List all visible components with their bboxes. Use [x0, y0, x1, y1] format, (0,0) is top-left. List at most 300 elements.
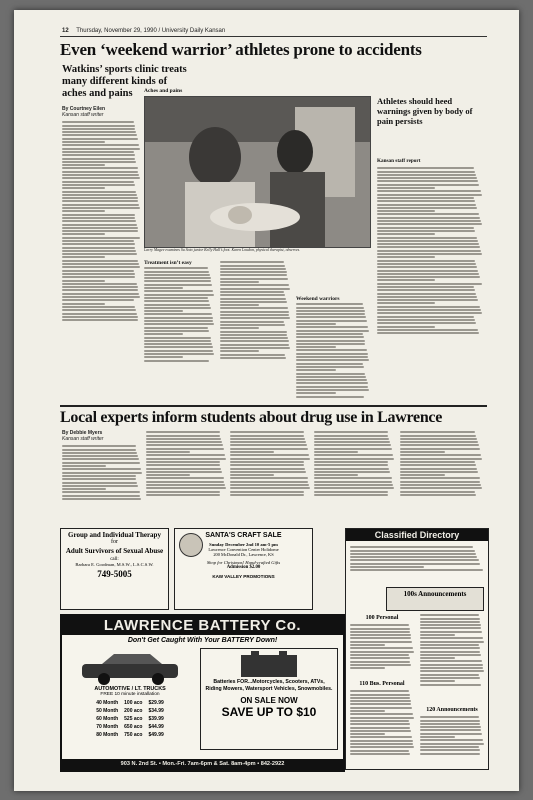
text-line — [377, 293, 476, 295]
text-line — [230, 435, 304, 437]
text-line — [62, 485, 138, 487]
text-line — [420, 720, 480, 722]
text-line — [400, 435, 476, 437]
text-line — [62, 174, 139, 176]
text-line — [62, 286, 138, 288]
byline-title: Kansan staff writer — [62, 436, 104, 442]
text-line — [230, 458, 310, 460]
text-line — [144, 280, 211, 282]
text-line — [146, 448, 224, 450]
text-line — [230, 471, 306, 473]
text-line — [62, 458, 139, 460]
text-line — [377, 197, 474, 199]
text-line — [62, 214, 135, 216]
text-line — [144, 330, 209, 332]
text-line — [220, 331, 287, 333]
text-line — [420, 624, 481, 626]
text-line — [377, 263, 476, 265]
text-line — [62, 240, 134, 242]
text-line — [350, 700, 411, 702]
text-line — [220, 321, 284, 323]
craft-sale-ad — [174, 528, 313, 610]
text-line — [62, 270, 134, 272]
announcements-120-head: 120 Announcements — [426, 707, 478, 713]
section-rule — [60, 405, 487, 407]
text-line — [314, 477, 392, 479]
text-line — [230, 474, 274, 476]
text-line — [377, 220, 481, 222]
text-line — [296, 349, 367, 351]
text-line — [220, 288, 290, 290]
text-line — [144, 327, 208, 329]
story1-column-1 — [62, 120, 140, 402]
text-line — [377, 279, 435, 281]
text-line — [350, 657, 410, 659]
craft-sale-sponsor: KAW VALLEY PROMOTIONS — [212, 574, 275, 579]
text-line — [220, 304, 259, 306]
header-rule — [60, 36, 487, 37]
price-cell: $29.99 — [148, 700, 164, 706]
text-line — [350, 703, 411, 705]
price-row — [93, 723, 167, 731]
text-line — [62, 260, 138, 262]
text-line — [400, 444, 479, 446]
text-line — [62, 141, 105, 143]
text-line — [144, 300, 209, 302]
text-line — [62, 283, 137, 285]
text-line — [62, 194, 137, 196]
text-line — [377, 240, 478, 242]
story1-column-3 — [220, 260, 290, 402]
text-line — [420, 621, 480, 623]
text-line — [420, 660, 482, 662]
text-line — [420, 716, 479, 718]
text-line — [144, 317, 213, 319]
text-line — [220, 337, 288, 339]
text-line — [400, 458, 482, 460]
text-line — [296, 363, 363, 365]
battery-icon — [201, 649, 337, 679]
text-line — [314, 491, 388, 493]
text-line — [62, 131, 136, 133]
text-line — [220, 301, 287, 303]
text-line — [350, 733, 385, 735]
text-line — [144, 297, 208, 299]
text-line — [220, 334, 287, 336]
price-cell: $49.99 — [148, 732, 164, 738]
text-line — [62, 197, 138, 199]
text-line — [144, 313, 212, 315]
text-line — [296, 313, 365, 315]
text-line — [350, 631, 410, 633]
story2-column-5 — [400, 430, 482, 524]
text-line — [350, 556, 477, 558]
text-line — [62, 138, 138, 140]
text-line — [146, 435, 220, 437]
text-line — [314, 438, 389, 440]
text-line — [62, 148, 140, 150]
text-line — [350, 637, 411, 639]
text-line — [62, 207, 140, 209]
text-line — [377, 329, 478, 331]
text-line — [146, 431, 220, 433]
text-line — [62, 256, 105, 258]
text-line — [350, 717, 414, 719]
text-line — [62, 224, 137, 226]
text-line — [420, 723, 480, 725]
text-line — [400, 494, 476, 496]
text-line — [420, 654, 481, 656]
text-line — [314, 464, 388, 466]
text-line — [62, 475, 136, 477]
classified-title: Classified Directory — [346, 529, 488, 541]
text-line — [400, 468, 477, 470]
text-line — [296, 340, 365, 342]
text-line — [377, 204, 476, 206]
price-cell: 80 Month — [96, 732, 119, 738]
text-line — [420, 637, 483, 639]
text-line — [62, 263, 139, 265]
text-line — [62, 299, 134, 301]
text-line — [377, 207, 477, 209]
text-line — [350, 667, 385, 669]
craft-sale-title: SANTA'S CRAFT SALE — [205, 532, 282, 539]
craft-sale-tagline: Shop for Christmas! Hand-crafted Gifts — [206, 560, 281, 565]
text-line — [350, 690, 409, 692]
price-cell: $34.99 — [148, 708, 164, 714]
price-cell: 650 aco — [124, 724, 143, 730]
price-row — [93, 715, 167, 723]
text-line — [420, 726, 481, 728]
text-line — [62, 167, 138, 169]
text-line — [144, 287, 183, 289]
story2-column-2 — [146, 430, 226, 524]
text-line — [62, 128, 135, 130]
text-line — [220, 327, 259, 329]
classified-lines-col1b — [350, 689, 414, 756]
text-line — [230, 438, 305, 440]
text-line — [62, 306, 135, 308]
text-line — [314, 494, 388, 496]
text-line — [62, 247, 135, 249]
text-line — [220, 281, 259, 283]
text-line — [62, 230, 138, 232]
text-line — [314, 474, 358, 476]
announcements-label: 100s Announcements — [403, 590, 467, 598]
craft-sale-date: Sunday December 2nd 10 am-5 pm — [209, 542, 278, 547]
sidebar-column — [377, 166, 482, 402]
text-line — [377, 200, 475, 202]
battery-ad — [60, 614, 345, 772]
text-line — [144, 304, 210, 306]
text-line — [62, 498, 141, 500]
battery-address: 903 N. 2nd St. • Mon.-Fri. 7am-6pm & Sat. 8am-4pm • 842-2922 — [62, 759, 343, 770]
text-line — [62, 491, 140, 493]
text-line — [230, 448, 308, 450]
photo-image — [145, 97, 370, 247]
text-line — [230, 477, 308, 479]
story1-subhead: Watkins’ sports clinic treats many different kinds of aches and pains — [62, 64, 187, 99]
text-line — [62, 204, 139, 206]
text-line — [314, 471, 390, 473]
text-line — [220, 340, 289, 342]
text-line — [350, 707, 412, 709]
text-line — [400, 438, 477, 440]
text-line — [144, 340, 211, 342]
text-line — [220, 268, 286, 270]
text-line — [400, 474, 445, 476]
text-line — [144, 290, 213, 292]
text-line — [314, 441, 390, 443]
personal-head: 100 Personal — [365, 615, 399, 621]
text-line — [220, 311, 289, 313]
text-line — [377, 233, 435, 235]
text-line — [377, 227, 474, 229]
text-line — [62, 452, 137, 454]
text-line — [400, 461, 475, 463]
text-line — [230, 431, 304, 433]
announcements-banner — [386, 587, 484, 611]
text-line — [296, 359, 369, 361]
text-line — [377, 256, 435, 258]
text-line — [377, 312, 482, 314]
text-line — [377, 243, 479, 245]
text-line — [230, 484, 309, 486]
text-line — [146, 471, 222, 473]
text-line — [144, 346, 213, 348]
text-line — [230, 444, 307, 446]
text-line — [420, 677, 480, 679]
price-row — [93, 707, 167, 715]
story1-headline: Even ‘weekend warrior’ athletes prone to accidents — [60, 40, 422, 59]
text-line — [420, 641, 484, 643]
price-cell: 70 Month — [96, 724, 119, 730]
text-line — [62, 233, 105, 235]
auto-sub: FREE 10 minute installation — [100, 692, 160, 697]
text-line — [146, 487, 226, 489]
text-line — [350, 644, 385, 646]
text-line — [400, 431, 475, 433]
text-line — [296, 379, 367, 381]
text-line — [62, 184, 135, 186]
text-line — [377, 260, 475, 262]
text-line — [220, 291, 284, 293]
text-line — [314, 468, 389, 470]
text-line — [314, 444, 391, 446]
text-line — [400, 441, 478, 443]
text-line — [62, 217, 135, 219]
text-line — [420, 743, 484, 745]
athlete-photo — [144, 96, 371, 248]
price-cell: 750 aco — [124, 732, 143, 738]
sidebar-head: Kansan staff report — [377, 158, 421, 164]
text-line — [296, 323, 336, 325]
text-line — [377, 270, 478, 272]
text-line — [377, 213, 479, 215]
text-line — [220, 357, 286, 359]
text-line — [144, 343, 212, 345]
text-line — [314, 458, 394, 460]
text-line — [377, 286, 474, 288]
text-line — [62, 445, 136, 447]
text-line — [62, 151, 134, 153]
text-line — [350, 753, 410, 755]
text-line — [377, 276, 480, 278]
text-line — [62, 482, 137, 484]
text-line — [62, 134, 137, 136]
text-line — [62, 125, 135, 127]
text-line — [377, 319, 475, 321]
text-line — [62, 220, 136, 222]
text-line — [230, 451, 274, 453]
text-line — [350, 628, 410, 630]
text-line — [144, 307, 211, 309]
text-line — [420, 618, 480, 620]
text-line — [144, 356, 183, 358]
therapy-call: call: — [110, 557, 119, 562]
text-line — [377, 322, 476, 324]
text-line — [230, 491, 304, 493]
text-line — [220, 314, 289, 316]
santa-icon — [179, 533, 203, 557]
text-line — [377, 187, 435, 189]
text-line — [350, 641, 412, 643]
text-line — [377, 190, 481, 192]
text-line — [350, 740, 413, 742]
text-line — [62, 488, 106, 490]
text-line — [350, 569, 483, 571]
text-line — [62, 478, 136, 480]
text-line — [420, 674, 479, 676]
text-line — [144, 353, 214, 355]
text-line — [62, 171, 138, 173]
text-line — [350, 566, 424, 568]
text-line — [230, 441, 306, 443]
story1-column-2 — [144, 260, 214, 402]
text-line — [62, 313, 137, 315]
text-line — [144, 320, 213, 322]
photo-caption: Larry Magee examines Su Soto junior Kelly Hall’s foot. Karen Loudon, physical therapist, observes. — [144, 248, 301, 252]
text-line — [296, 343, 365, 345]
text-line — [377, 194, 482, 196]
text-line — [350, 661, 410, 663]
text-line — [220, 265, 285, 267]
text-line — [314, 454, 393, 456]
text-line — [62, 191, 136, 193]
text-line — [377, 283, 482, 285]
text-line — [420, 749, 480, 751]
text-line — [377, 180, 478, 182]
battery-name: LAWRENCE BATTERY Co. — [62, 616, 343, 635]
text-line — [62, 250, 136, 252]
text-line — [400, 491, 475, 493]
text-line — [314, 435, 388, 437]
text-line — [296, 346, 336, 348]
text-line — [350, 727, 410, 729]
text-line — [62, 293, 139, 295]
text-line — [62, 177, 140, 179]
text-line — [350, 546, 473, 548]
text-line — [350, 723, 410, 725]
pull-quote: Athletes should heed warnings given by body of pain persists — [377, 96, 473, 126]
text-line — [230, 468, 305, 470]
text-line — [296, 382, 368, 384]
text-line — [314, 484, 393, 486]
price-table — [93, 699, 167, 739]
text-line — [420, 733, 482, 735]
batteries-for: Batteries FOR...Motorcycles, Scooters, ATVs, Riding Mowers, Watersport Vehicles, Snowmobiles. — [205, 679, 333, 692]
text-line — [146, 451, 190, 453]
date-line: Thursday, November 29, 1990 / University Daily Kansan — [76, 28, 226, 34]
text-line — [420, 667, 483, 669]
text-line — [420, 614, 479, 616]
text-line — [400, 487, 482, 489]
price-cell: 200 aco — [124, 708, 143, 714]
text-line — [377, 326, 435, 328]
text-line — [296, 373, 365, 375]
price-cell: 40 Month — [96, 700, 119, 706]
text-line — [144, 333, 183, 335]
text-line — [62, 465, 106, 467]
therapy-focus: Adult Survivors of Sexual Abuse — [65, 547, 164, 555]
text-line — [220, 324, 285, 326]
craft-sale-address: 200 McDonald Dr., Lawrence, KS — [213, 552, 274, 557]
text-line — [146, 481, 224, 483]
text-line — [62, 280, 105, 282]
text-line — [220, 350, 259, 352]
text-line — [377, 253, 482, 255]
text-line — [350, 553, 476, 555]
text-line — [400, 484, 481, 486]
text-line — [377, 309, 481, 311]
text-line — [314, 451, 358, 453]
text-line — [377, 299, 478, 301]
text-line — [296, 303, 363, 305]
text-line — [146, 494, 220, 496]
newspaper-page — [14, 10, 519, 791]
text-line — [400, 454, 481, 456]
byline-title: Kansan staff writer — [62, 112, 104, 118]
text-line — [296, 310, 365, 312]
section-head-aches: Aches and pains — [144, 88, 183, 94]
text-line — [62, 161, 136, 163]
therapy-name: Barbara E. Goodman, M.S.W., L.S.C.S.W. — [75, 562, 154, 567]
text-line — [350, 664, 411, 666]
price-cell: 525 aco — [124, 716, 143, 722]
text-line — [144, 294, 214, 296]
text-line — [314, 481, 392, 483]
text-line — [220, 271, 287, 273]
text-line — [420, 634, 455, 636]
text-line — [62, 273, 135, 275]
price-cell: $44.99 — [148, 724, 164, 730]
text-line — [146, 441, 222, 443]
text-line — [377, 177, 477, 179]
text-line — [62, 455, 138, 457]
text-line — [377, 174, 476, 176]
text-line — [62, 316, 138, 318]
text-line — [146, 464, 220, 466]
price-cell: 60 Month — [96, 716, 119, 722]
text-line — [220, 354, 285, 356]
text-line — [350, 563, 480, 565]
text-line — [296, 353, 368, 355]
text-line — [146, 461, 220, 463]
text-line — [62, 158, 135, 160]
text-line — [62, 181, 134, 183]
text-line — [314, 487, 394, 489]
text-line — [62, 276, 135, 278]
